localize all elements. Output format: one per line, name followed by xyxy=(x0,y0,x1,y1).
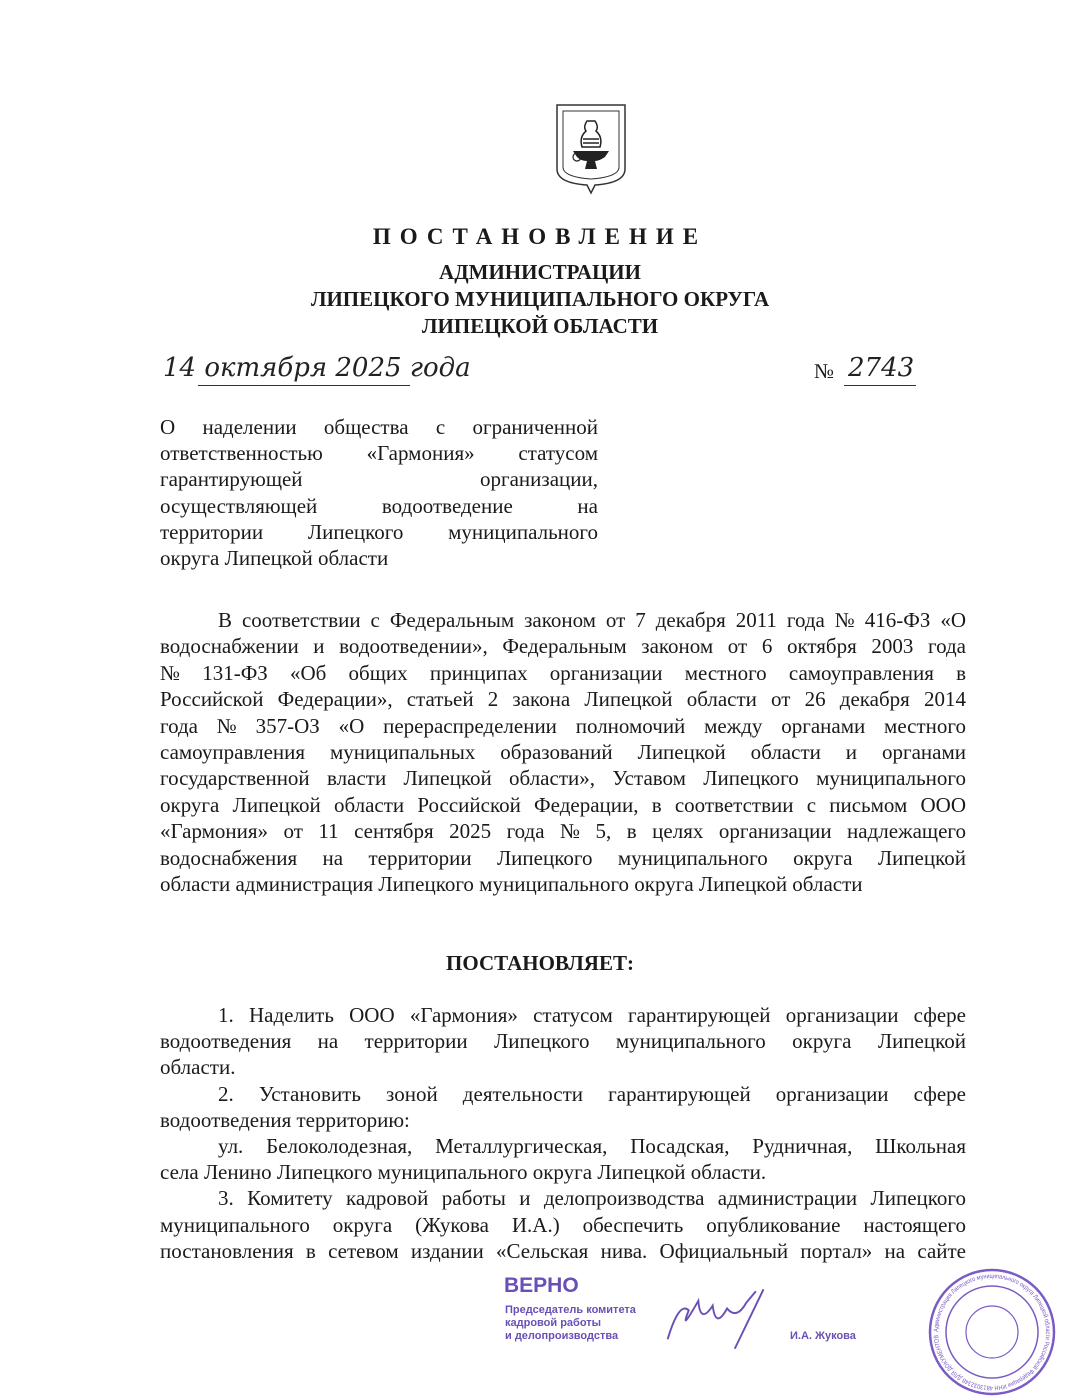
decree-item-line: 2. Установить зоной деятельности гарантирующей организации сфере xyxy=(218,1081,966,1106)
issuer-line-2: ЛИПЕЦКОГО МУНИЦИПАЛЬНОГО ОКРУГА xyxy=(310,287,770,311)
decree-item-line: постановления в сетевом издании «Сельская нива. Официальный портал» на сайте xyxy=(160,1238,966,1263)
preamble-line: водоснабжения на территории Липецкого муниципального округа Липецкой xyxy=(160,845,966,870)
stamp-ring-text: Администрация Липецкого муниципального округа Липецкой области Российской Федерации ИНН 4813032348 ДЛЯ ДОКУМЕНТОВ xyxy=(932,1272,1052,1392)
number-underline xyxy=(844,385,916,386)
subject-line: ответственностью «Гармония» статусом xyxy=(160,441,598,466)
decree-item-line: области. xyxy=(160,1055,236,1080)
official-stamp-icon xyxy=(928,1268,1056,1396)
preamble-line: № 131-ФЗ «Об общих принципах организации местного самоуправления в xyxy=(160,660,966,685)
preamble-line: области администрация Липецкого муниципального округа Липецкой области xyxy=(160,872,863,896)
decree-item-line: 1. Наделить ООО «Гармония» статусом гарантирующей организации сфере xyxy=(218,1003,966,1027)
preamble-line: государственной власти Липецкой области», Уставом Липецкого муниципального xyxy=(160,766,966,791)
decree-item-line: водоотведения на территории Липецкого муниципального округа Липецкой xyxy=(160,1029,966,1054)
number-label: № xyxy=(814,359,835,383)
issuer-line-1: АДМИНИСТРАЦИИ xyxy=(439,260,641,284)
preamble-line: «Гармония» от 11 сентября 2025 года № 5, в целях организации надлежащего xyxy=(160,819,966,844)
document-number: 2743 xyxy=(848,353,915,383)
subject-line: гарантирующей организации, xyxy=(160,467,598,492)
preamble-line: водоснабжении и водоотведении», Федеральным законом от 6 октября 2003 года xyxy=(160,634,966,659)
subject-line: территории Липецкого муниципального xyxy=(160,519,598,544)
preamble-line: года № 357-ОЗ «О перераспределении полномочий между органами местного xyxy=(160,713,966,738)
decree-item-line: 3. Комитету кадровой работы и делопроизводства администрации Липецкого xyxy=(218,1186,966,1211)
decree-item-line: водоотведения территорию: xyxy=(160,1107,410,1132)
decree-heading: ПОСТАНОВЛЯЕТ: xyxy=(446,951,634,975)
coat-of-arms-icon xyxy=(555,103,627,195)
position-line: Председатель комитета xyxy=(505,1304,636,1316)
preamble-line: округа Липецкой области Российской Федерации, в соответствии с письмом ООО xyxy=(160,792,966,817)
document-date: 14 октября 2025 года xyxy=(163,353,471,383)
subject-line: О наделении общества с ограниченной xyxy=(160,415,598,439)
issuer-line-3: ЛИПЕЦКОЙ ОБЛАСТИ xyxy=(421,314,659,338)
document-title: ПОСТАНОВЛЕНИЕ xyxy=(372,224,708,249)
decree-item-line: ул. Белоколодезная, Металлургическая, Посадская, Рудничная, Школьная xyxy=(218,1134,966,1158)
preamble-line: В соответствии с Федеральным законом от 7 декабря 2011 года № 416-ФЗ «О xyxy=(218,608,966,632)
position-line: и делопроизводства xyxy=(505,1330,619,1342)
verified-mark: ВЕРНО xyxy=(504,1274,579,1297)
position-line: кадровой работы xyxy=(505,1317,602,1329)
subject-line: округа Липецкой области xyxy=(160,546,389,570)
certifier-position xyxy=(505,1304,636,1343)
preamble-line: самоуправления муниципальных образований Липецкой области и органами xyxy=(160,740,966,764)
decree-item-line: муниципального округа (Жукова И.А.) обеспечить опубликование настоящего xyxy=(160,1212,966,1237)
decree-item-line: села Ленино Липецкого муниципального округа Липецкой области. xyxy=(160,1160,767,1185)
signer-name: И.А. Жукова xyxy=(790,1330,856,1342)
preamble-line: Российской Федерации», статьей 2 закона Липецкой области от 26 декабря 2014 xyxy=(160,687,966,712)
signature-icon xyxy=(660,1280,775,1360)
subject-line: осуществляющей водоотведение на xyxy=(160,493,598,518)
date-underline xyxy=(198,385,410,386)
